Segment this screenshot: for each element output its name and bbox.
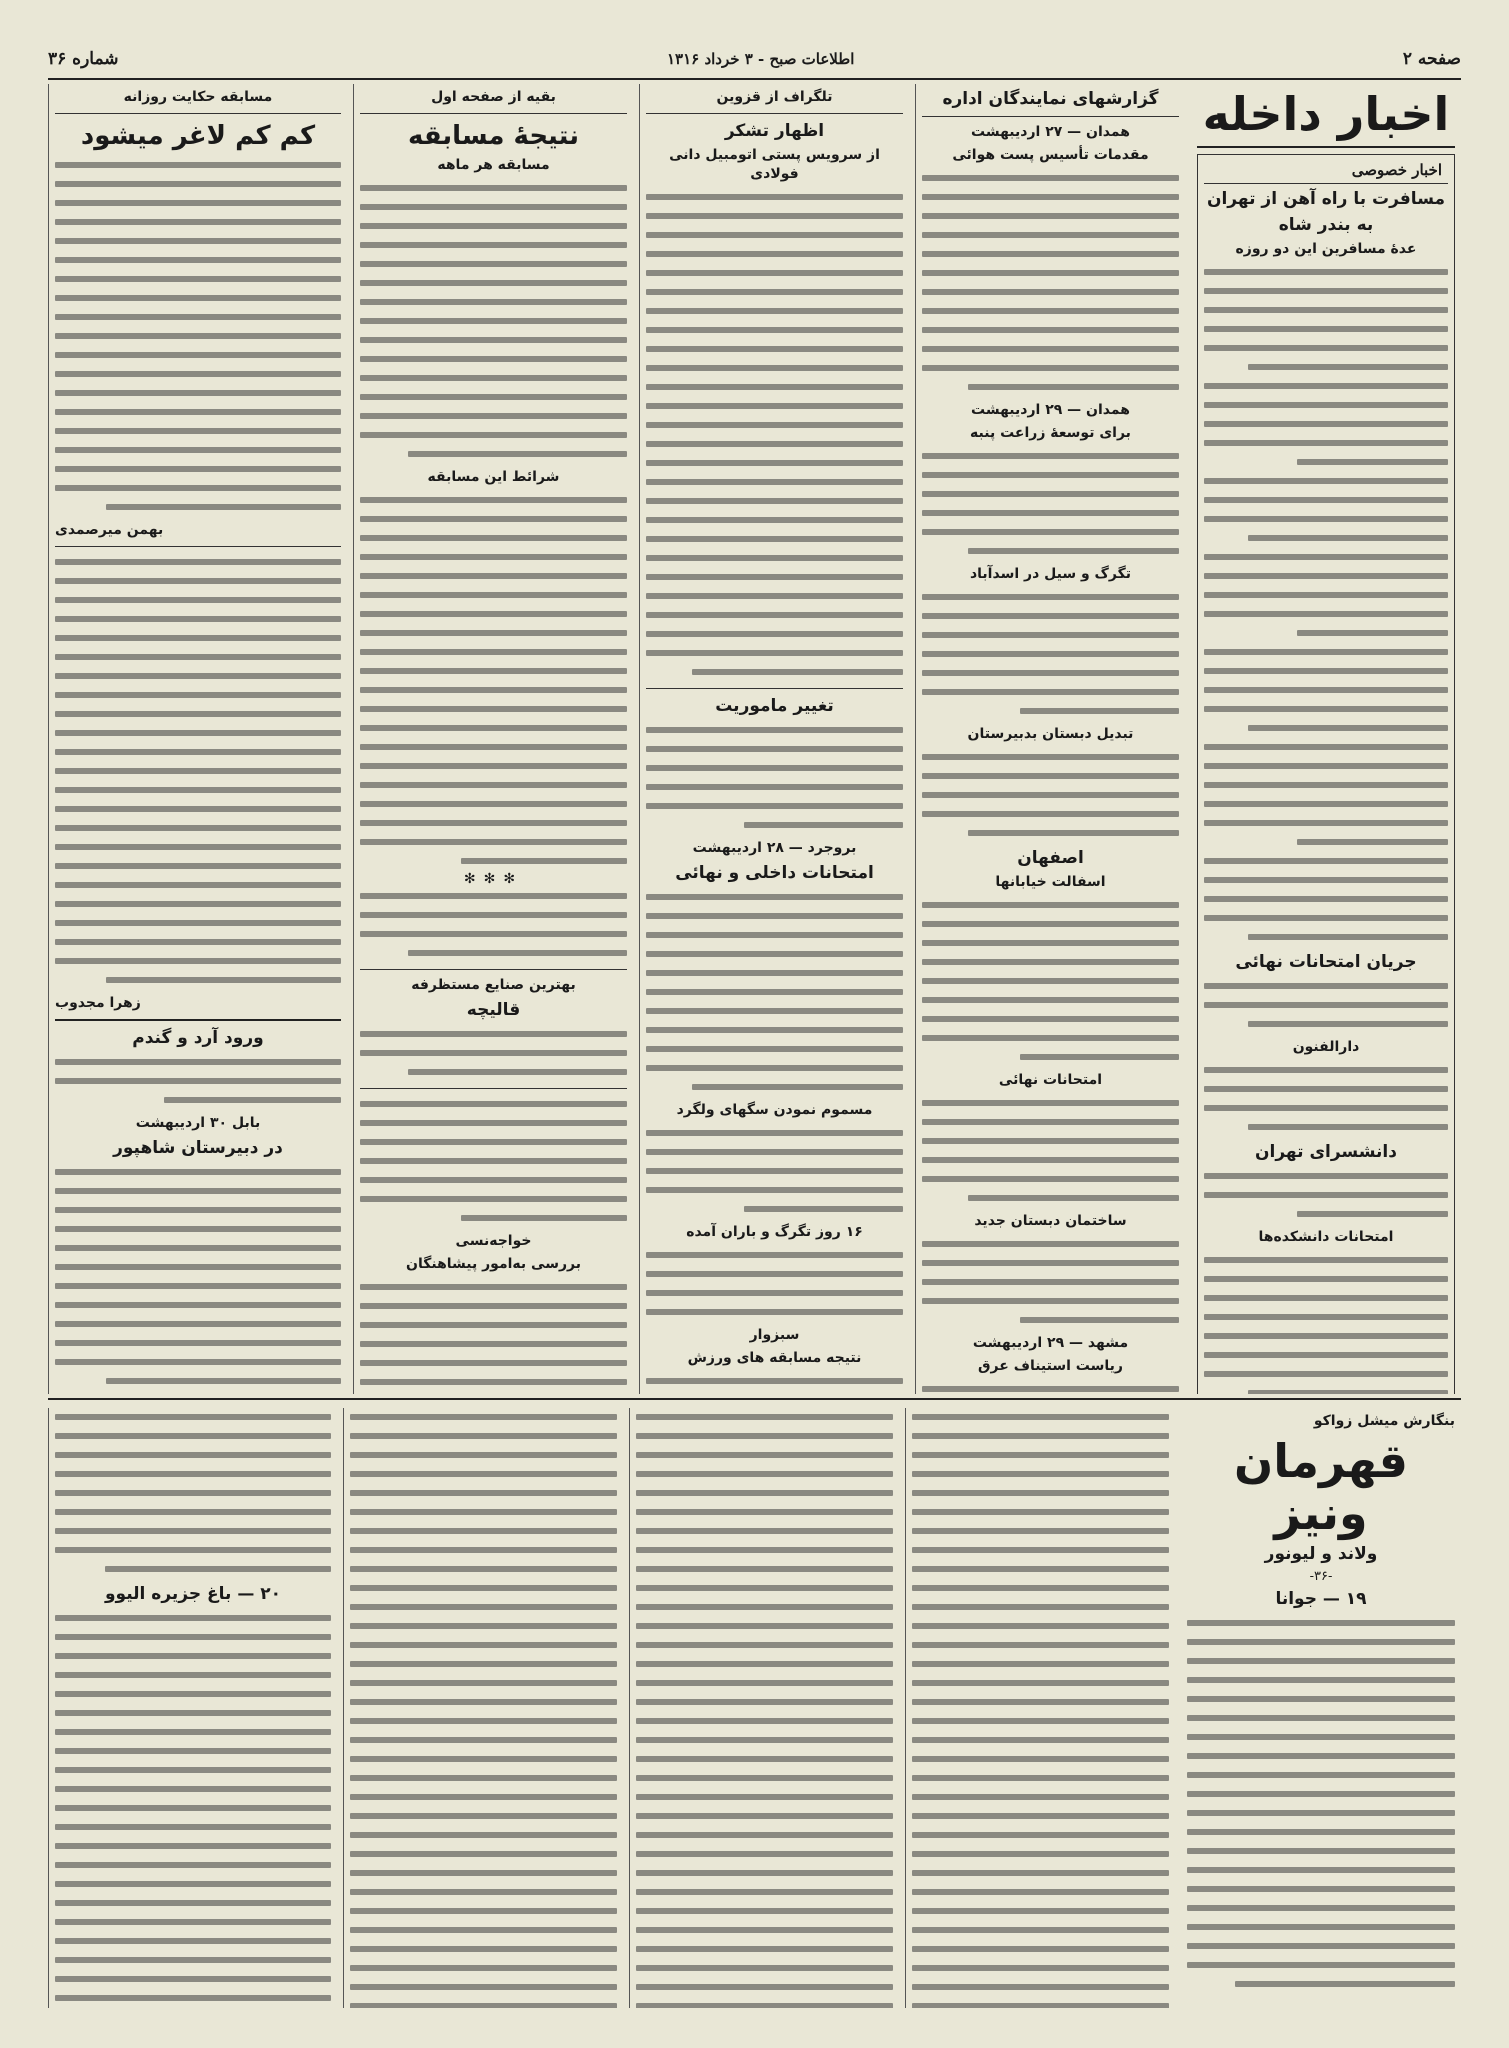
headline-railway-2: به بندر شاه xyxy=(1278,215,1374,235)
headline-appeals-office: ریاست استیناف عرق xyxy=(978,1358,1123,1374)
headline-hail: ۱۶ روز تگرگ و باران آمده xyxy=(686,1224,863,1240)
serial-part: -۳۶- xyxy=(1309,1569,1333,1584)
serial-title: قهرمان ونیز xyxy=(1233,1434,1409,1540)
headline-contest-result: نتیجهٔ مسابقه xyxy=(407,121,580,151)
headline-monthly-contest: مسابقه هر ماهه xyxy=(437,157,550,173)
headline-final-exams-2: امتحانات نهائی xyxy=(998,1072,1103,1088)
headline-asphalt: اسفالت خیابانها xyxy=(995,874,1106,890)
headline-railway: مسافرت با راه آهن از تهران xyxy=(1206,189,1446,209)
dateline-isfahan: اصفهان xyxy=(1017,848,1084,868)
serial-title-column xyxy=(1181,1408,1461,2008)
page-header xyxy=(48,40,1461,80)
column-telegrams xyxy=(639,84,909,1394)
dateline-hamadan-2: همدان — ۲۹ اردیبهشت xyxy=(971,402,1130,418)
signature-2: زهرا مجدوب xyxy=(55,995,141,1011)
serial-subtitle: ولاند و لیونور xyxy=(1264,1544,1378,1564)
headline-university: دانشسرای تهران xyxy=(1255,1142,1397,1162)
headline-flood: تگرگ و سیل در اسدآباد xyxy=(969,566,1131,582)
headline-shahpur-school: در دبیرستان شاهپور xyxy=(113,1138,283,1158)
headline-contest-terms: شرائط این مسابقه xyxy=(427,469,560,485)
headline-flour-wheat: ورود آرد و گندم xyxy=(132,1028,264,1048)
column-reports xyxy=(915,84,1185,1394)
headline-carpet: قالیچه xyxy=(466,1000,521,1020)
daily-story-contest: مسابقه حکایت روزانه xyxy=(123,89,273,105)
telegram-qazvin: تلگراف از قزوین xyxy=(716,89,833,105)
headline-assignment: تغییر ماموریت xyxy=(715,696,834,716)
serial-byline: بنگارش میشل زواکو xyxy=(1313,1413,1455,1429)
signature-1: بهمن میرصمدی xyxy=(55,522,164,538)
headline-losing-weight: کم کم لاغر میشود xyxy=(80,121,316,151)
serial-column-5 xyxy=(48,1408,337,2008)
special-news-title: اخبار خصوصی xyxy=(1204,157,1448,184)
serial-column-2 xyxy=(905,1408,1175,2008)
dateline-borujerd: بروجرد — ۲۸ اردیبهشت xyxy=(692,840,857,856)
headline-khajeh: خواجه‌نسی xyxy=(455,1233,532,1249)
dateline-sabzevar: سبزوار xyxy=(749,1327,800,1343)
column-contest xyxy=(353,84,633,1394)
masthead-date: اطلاعات صبح - ۳ خرداد ۱۳۱۶ xyxy=(667,50,855,68)
dateline-mashhad: مشهد — ۲۹ اردیبهشت xyxy=(972,1335,1129,1351)
page-number: صفحه ۲ xyxy=(1402,49,1461,69)
dateline-hamadan-1: همدان — ۲۷ اردیبهشت xyxy=(971,124,1130,140)
headline-final-exams: جریان امتحانات نهائی xyxy=(1235,952,1417,972)
serial-chapter-2: ۲۰ — باغ جزیره الیوو xyxy=(104,1584,281,1604)
dateline-babol: بابل ۳۰ اردیبهشت xyxy=(135,1115,261,1131)
headline-bus-service: از سرویس پستی اتومبیل دانی فولادی xyxy=(669,147,880,182)
column-domestic-news xyxy=(1191,84,1461,1394)
headline-reports: گزارشهای نمایندگان اداره xyxy=(942,89,1159,109)
headline-thanks: اظهار تشکر xyxy=(724,121,825,141)
newspaper-page xyxy=(48,40,1461,2028)
special-news-box xyxy=(1197,154,1455,1394)
section-title: اخبار داخله xyxy=(1202,87,1450,141)
continued-from-page-one: بقیه از صفحه اول xyxy=(431,89,556,105)
serial-column-4 xyxy=(343,1408,623,2008)
headline-fine-crafts: بهترین صنایع مستظرفه xyxy=(411,977,576,993)
headline-scouts: بررسی به‌امور پیشاهنگان xyxy=(406,1256,581,1272)
headline-school-upgrade: تبدیل دبستان بدبیرستان xyxy=(967,726,1134,742)
headline-faculty-exams: امتحانات دانشکده‌ها xyxy=(1258,1229,1394,1245)
headline-air-post: مقدمات تأسیس پست هوائی xyxy=(952,147,1149,163)
column-daily-story xyxy=(48,84,347,1394)
serial-novel-band xyxy=(48,1398,1461,1609)
issue-number: شماره ۳۶ xyxy=(48,49,119,69)
serial-chapter: ۱۹ — جوانا xyxy=(1275,1589,1367,1609)
headline-new-school: ساختمان دبستان جدید xyxy=(974,1213,1127,1229)
section-ornament: ✻✻✻ xyxy=(463,871,524,887)
headline-school-exams: امتحانات داخلی و نهائی xyxy=(675,863,874,883)
headline-darolfonun: دارالفنون xyxy=(1292,1039,1360,1055)
serial-column-3 xyxy=(629,1408,899,2008)
headline-sports: نتیجه مسابقه های ورزش xyxy=(687,1350,862,1366)
headline-cotton: برای توسعهٔ زراعت پنبه xyxy=(970,425,1131,441)
article-body xyxy=(1204,263,1448,947)
headline-stray-dogs: مسموم نمودن سگهای ولگرد xyxy=(676,1102,873,1118)
headline-passengers: عدهٔ مسافرین این دو روزه xyxy=(1235,241,1417,257)
